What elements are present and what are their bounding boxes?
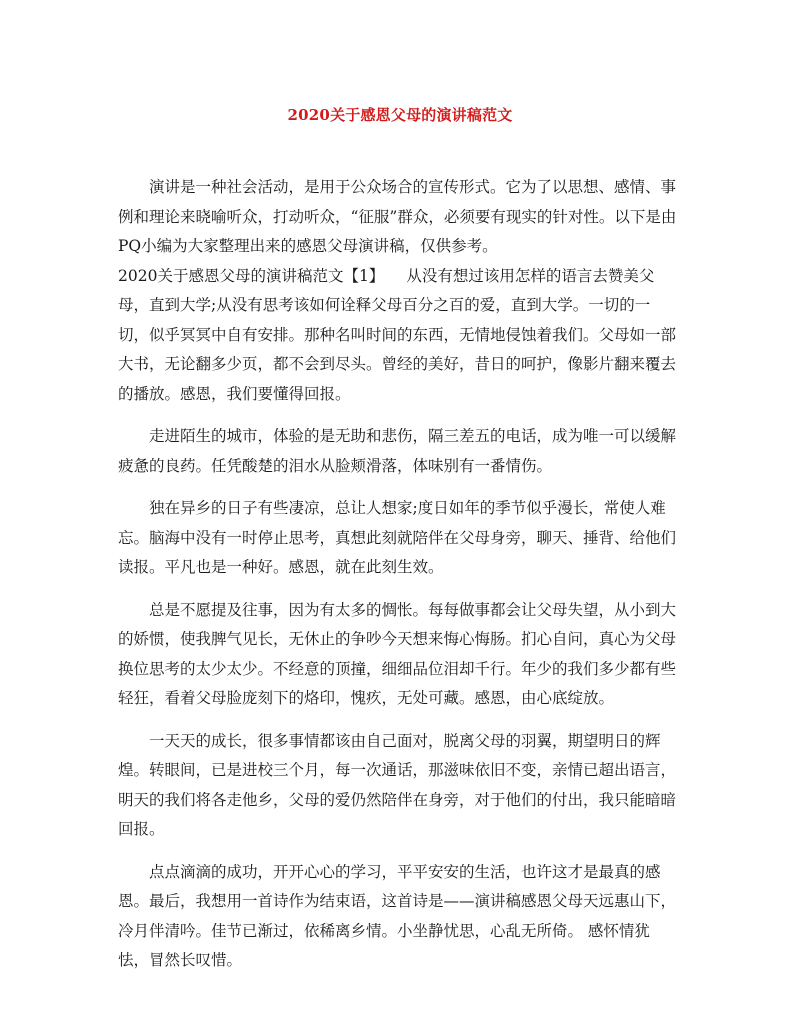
section-heading: 2020关于感恩父母的演讲稿范文【1】 — [118, 266, 385, 285]
section-first-paragraph — [118, 262, 680, 410]
body-paragraph: 一天天的成长，很多事情都该由自己面对，脱离父母的羽翼，期望明日的辉煌。转眼间，已是进校三个月，每一次通话，那滋味依旧不变，亲情已超出语言，明天的我们将各走他乡，父母的爱仍然陪伴在身旁，对于他们的付出，我只能暗暗回报。 — [118, 731, 677, 838]
document-body — [118, 173, 680, 989]
body-paragraph: 独在异乡的日子有些凄凉，总让人想家;度日如年的季节似乎漫长，常使人难忘。脑海中没有一时停止思考，真想此刻就陪伴在父母身旁，聊天、捶背、给他们读报。平凡也是一种好。感恩，就在此刻生效。 — [118, 499, 677, 576]
body-paragraph: 总是不愿提及往事，因为有太多的惆怅。每每做事都会让父母失望，从小到大的娇惯，使我脾气见长，无休止的争吵今天想来悔心悔肠。扪心自问，真心为父母换位思考的太少太少。不经意的顶撞，细细品位泪却千行。年少的我们多少都有些轻狂，看着父母脸庞刻下的烙印，愧疚，无处可藏。感恩，由心底绽放。 — [118, 600, 677, 707]
section-first-text: 从没有想过该用怎样的语言去赞美父母，直到大学;从没有思考该如何诠释父母百分之百的爱，直到大学。一切的一切，似乎冥冥中自有安排。那种名叫时间的东西，无情地侵蚀着我们。父母如一部大书，无论翻多少页，都不会到尽头。曾经的美好，昔日的呵护，像影片翻来覆去的播放。感恩，我们要懂得回报。 — [118, 266, 677, 403]
body-paragraph: 走进陌生的城市，体验的是无助和悲伤，隔三差五的电话，成为唯一可以缓解疲惫的良药。任凭酸楚的泪水从脸颊滑落，体味别有一番情伤。 — [118, 427, 677, 475]
intro-paragraph: 演讲是一种社会活动，是用于公众场合的宣传形式。它为了以思想、感情、事例和理论来晓喻听众，打动听众，“征服”群众，必须要有现实的针对性。以下是由PQ小编为大家整理出来的感恩父母演讲稿，仅供参考。 — [118, 178, 677, 255]
document-title: 2020关于感恩父母的演讲稿范文 — [287, 106, 513, 124]
body-paragraph: 点点滴滴的成功，开开心心的学习，平平安安的生活，也许这才是最真的感恩。最后，我想用一首诗作为结束语，这首诗是——演讲稿感恩父母天远惠山下，冷月伴清吟。佳节已渐过，依稀离乡情。小坐静忧思，心乱无所倚。 感怀情犹怯，冒然长叹惜。 — [118, 862, 677, 969]
